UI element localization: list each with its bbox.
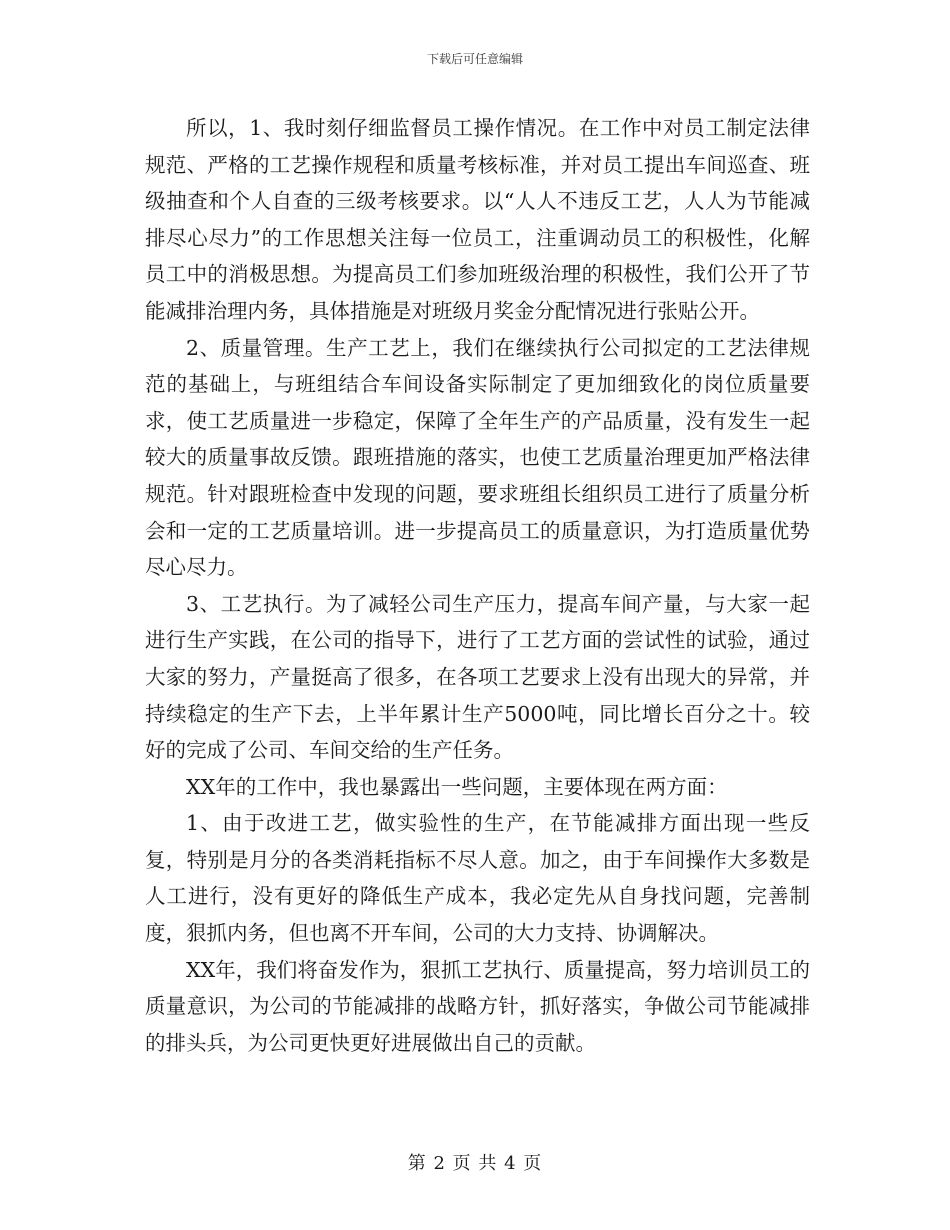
paragraph-5: 1、由于改进工艺，做实验性的生产，在节能减排方面出现一些反复，特别是月分的各类消耗指标不尽人意。加之，由于车间操作大多数是人工进行，没有更好的降低生产成本，我必定先从自身找问题，完善制度，狠抓内务，但也离不开车间，公司的大力支持、协调解决。 <box>145 811 810 946</box>
paragraph-3: 3、工艺执行。为了减轻公司生产压力，提高车间产量，与大家一起进行生产实践，在公司的指导下，进行了工艺方面的尝试性的试验，通过大家的努力，产量挺高了很多，在各项工艺要求上没有出现大的异常，并持续稳定的生产下去，上半年累计生产5000吨，同比增长百分之十。较好的完成了公司、车间交给的生产任务。 <box>145 591 810 763</box>
paragraph-1: 所以，1、我时刻仔细监督员工操作情况。在工作中对员工制定法律规范、严格的工艺操作规程和质量考核标准，并对员工提出车间巡查、班级抽查和个人自查的三级考核要求。以“人人不违反工艺，人人为节能减排尽心尽力”的工作思想关注每一位员工，注重调动员工的积极性，化解员工中的消极思想。为提高员工们参加班级治理的积极性，我们公开了节能减排治理内务，具体措施是对班级月奖金分配情况进行张贴公开。 <box>145 116 810 323</box>
page-header: 下载后可任意编辑 <box>426 52 523 66</box>
document-body <box>145 110 810 1061</box>
paragraph-4: XX年的工作中，我也暴露出一些问题，主要体现在两方面： <box>186 774 728 799</box>
paragraph-2: 2、质量管理。生产工艺上，我们在继续执行公司拟定的工艺法律规范的基础上，与班组结合车间设备实际制定了更加细致化的岗位质量要求，使工艺质量进一步稳定，保障了全年生产的产品质量，没有发生一起较大的质量事故反馈。跟班措施的落实，也使工艺质量治理更加严格法律规范。针对跟班检查中发现的问题，要求班组长组织员工进行了质量分析会和一定的工艺质量培训。进一步提高员工的质量意识，为打造质量优势尽心尽力。 <box>145 335 810 580</box>
page-number-footer: 第 2 页 共 4 页 <box>407 1153 543 1174</box>
paragraph-6: XX年，我们将奋发作为，狠抓工艺执行、质量提高，努力培训员工的质量意识，为公司的节能减排的战略方针，抓好落实，争做公司节能减排的排头兵，为公司更快更好进展做出自己的贡献。 <box>145 957 810 1055</box>
